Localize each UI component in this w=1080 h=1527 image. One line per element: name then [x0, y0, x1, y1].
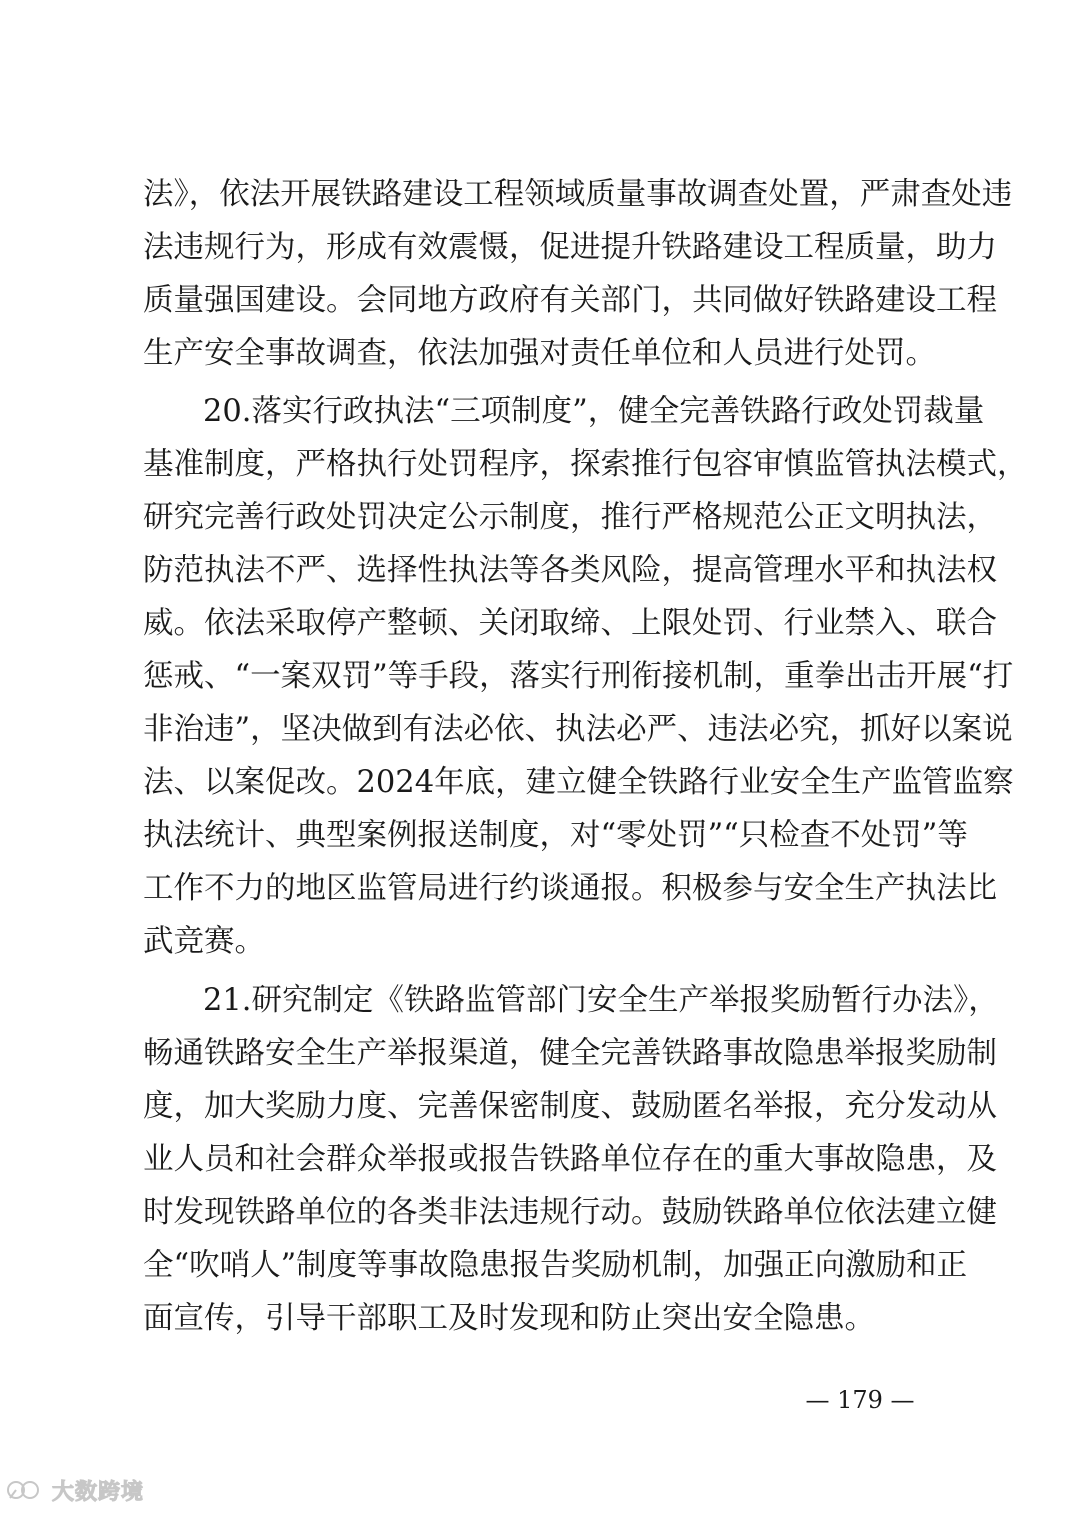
text-line: 生产安全事故调查，依法加强对责任单位和人员进行处罚。 — [143, 336, 936, 371]
text-line: 法》，依法开展铁路建设工程领域质量事故调查处置，严肃查处违 — [143, 177, 1013, 212]
text-line: 非治违”，坚决做到有法必依、执法必严、违法必究，抓好以案说 — [143, 712, 1013, 747]
text-line: 工作不力的地区监管局进行约谈通报。积极参与安全生产执法比 — [143, 871, 997, 906]
page-number: — 179 — — [805, 1386, 915, 1414]
text-line: 时发现铁路单位的各类非法违规行动。鼓励铁路单位依法建立健 — [143, 1195, 997, 1230]
text-line: 法、以案促改。2024年底，建立健全铁路行业安全生产监管监察 — [143, 765, 1014, 800]
text-line: 防范执法不严、选择性执法等各类风险，提高管理水平和执法权 — [143, 553, 997, 588]
watermark-logo-icon — [6, 1478, 46, 1502]
text-line: 执法统计、典型案例报送制度，对“零处罚”“只检查不处罚”等 — [143, 818, 968, 853]
text-line: 武竞赛。 — [143, 924, 265, 959]
watermark-text: 大数跨境 — [52, 1479, 145, 1505]
watermark — [6, 1472, 144, 1508]
text-line: 畅通铁路安全生产举报渠道，健全完善铁路事故隐患举报奖励制 — [143, 1036, 997, 1071]
text-line: 面宣传，引导干部职工及时发现和防止突出安全隐患。 — [143, 1301, 875, 1336]
text-line: 威。依法采取停产整顿、关闭取缔、上限处罚、行业禁入、联合 — [143, 606, 997, 641]
text-line: 全“吹哨人”制度等事故隐患报告奖励机制，加强正向激励和正 — [143, 1248, 968, 1283]
text-line: 质量强国建设。会同地方政府有关部门，共同做好铁路建设工程 — [143, 283, 997, 318]
text-line: 惩戒、“一案双罚”等手段，落实行刑衔接机制，重拳出击开展“打 — [143, 659, 1014, 694]
paragraph-start-line: 20.落实行政执法“三项制度”，健全完善铁路行政处罚裁量 — [203, 394, 985, 429]
text-line: 研究完善行政处罚决定公示制度，推行严格规范公正文明执法， — [143, 500, 997, 535]
text-line: 度，加大奖励力度、完善保密制度、鼓励匿名举报，充分发动从 — [143, 1089, 997, 1124]
text-line: 法违规行为，形成有效震慑，促进提升铁路建设工程质量，助力 — [143, 230, 997, 265]
text-line: 业人员和社会群众举报或报告铁路单位存在的重大事故隐患，及 — [143, 1142, 997, 1177]
paragraph-start-line: 21.研究制定《铁路监管部门安全生产举报奖励暂行办法》， — [203, 983, 999, 1018]
text-line: 基准制度，严格执行处罚程序，探索推行包容审慎监管执法模式， — [143, 447, 1028, 482]
